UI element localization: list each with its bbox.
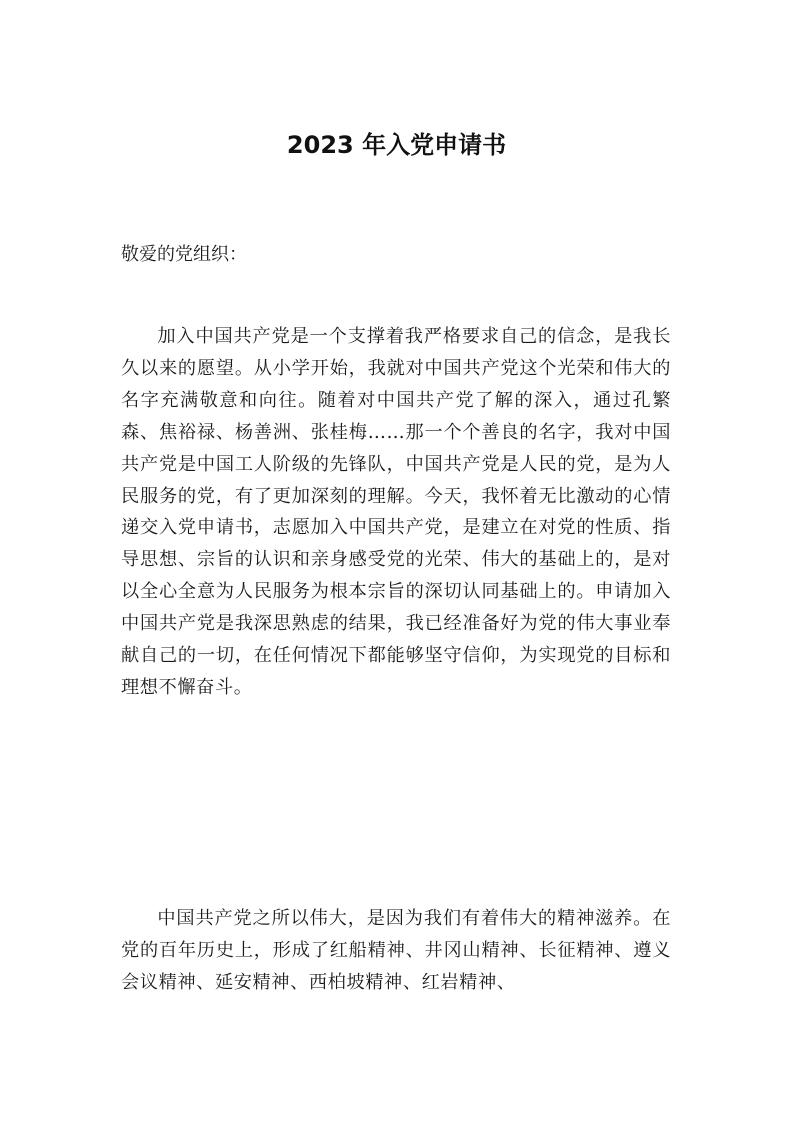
body-paragraph-2: 中国共产党之所以伟大，是因为我们有着伟大的精神滋养。在党的百年历史上，形成了红船精神、井冈山精神、长征精神、遵义会议精神、延安精神、西柏坡精神、红岩精神、 (121, 908, 671, 993)
document-title: 2023 年入党申请书 (286, 131, 507, 159)
body-paragraph-1: 加入中国共产党是一个支撑着我严格要求自己的信念，是我长久以来的愿望。从小学开始，我就对中国共产党这个光荣和伟大的名字充满敬意和向往。随着对中国共产党了解的深入，通过孔繁森、焦裕禄、杨善洲、张桂梅……那一个个善良的名字，我对中国共产党是中国工人阶级的先锋队，中国共产党是人民的党，是为人民服务的党，有了更加深刻的理解。今天，我怀着无比激动的心情递交入党申请书，志愿加入中国共产党，是建立在对党的性质、指导思想、宗旨的认识和亲身感受党的光荣、伟大的基础上的，是对以全心全意为人民服务为根本宗旨的深切认同基础上的。申请加入中国共产党是我深思熟虑的结果，我已经准备好为党的伟大事业奉献自己的一切，在任何情况下都能够坚守信仰，为实现党的目标和理想不懈奋斗。 (121, 326, 671, 698)
salutation: 敬爱的党组织： (121, 244, 247, 265)
